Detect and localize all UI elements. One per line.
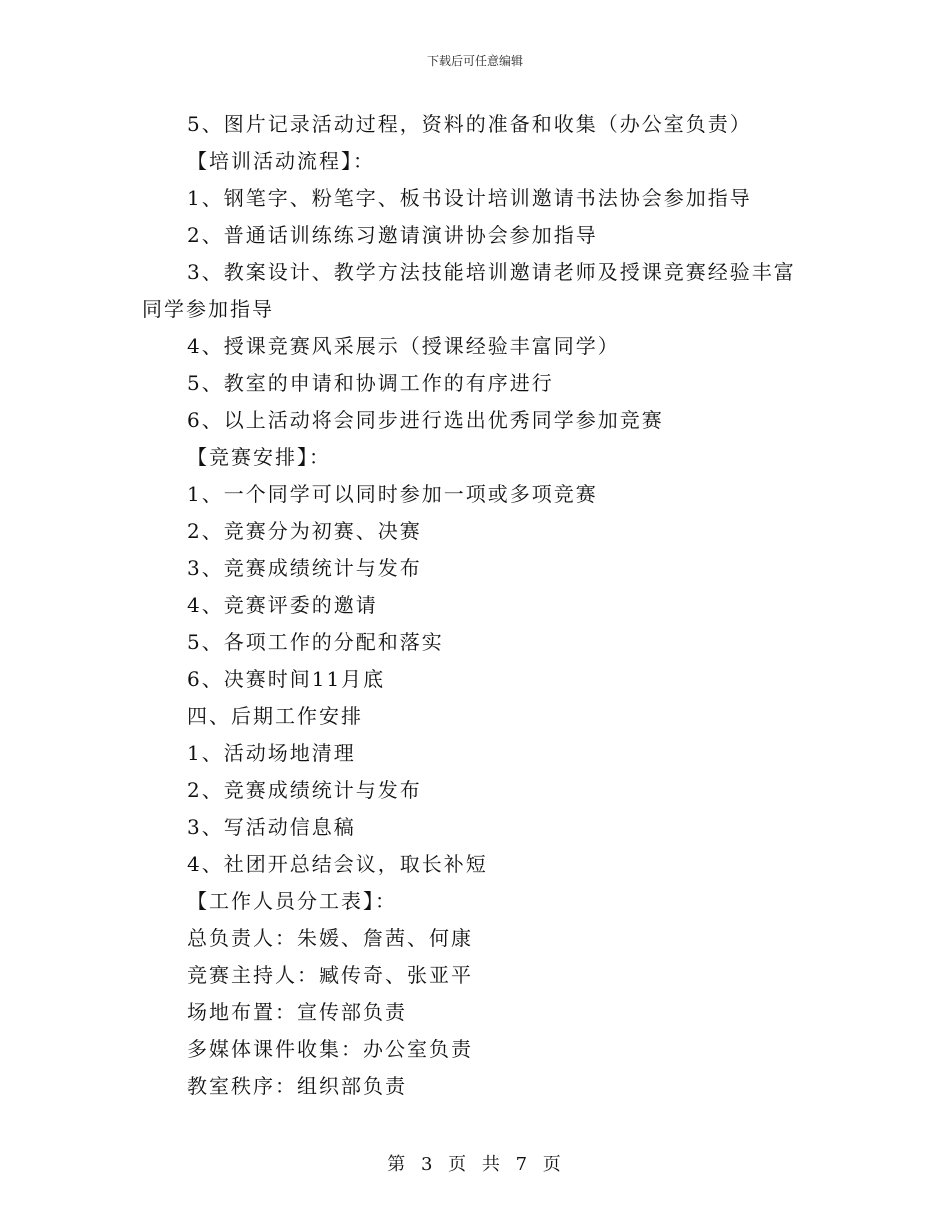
page-header: 下载后可任意编辑: [426, 54, 523, 68]
document-body: [142, 106, 810, 1105]
body-line: 4、授课竞赛风采展示（授课经验丰富同学）: [187, 334, 620, 358]
body-line: 5、图片记录活动过程，资料的准备和收集（办公室负责）: [187, 112, 752, 136]
body-line: 场地布置：宣传部负责: [187, 1000, 407, 1024]
body-line: 1、一个同学可以同时参加一项或多项竞赛: [187, 482, 598, 506]
footer-page-word: 页: [448, 1154, 469, 1175]
body-line: 5、各项工作的分配和落实: [187, 630, 444, 654]
footer-prefix: 第: [387, 1154, 408, 1175]
body-line: 3、写活动信息稿: [187, 815, 356, 839]
body-line: 6、以上活动将会同步进行选出优秀同学参加竞赛: [187, 408, 664, 432]
total-pages-number: 7: [515, 1154, 530, 1175]
footer-total-word: 共: [481, 1154, 502, 1175]
section-heading-competition: 【竞赛安排】：: [187, 445, 331, 469]
body-line: 2、竞赛分为初赛、决赛: [187, 519, 422, 543]
body-line: 3、竞赛成绩统计与发布: [187, 556, 422, 580]
section-heading-staff: 【工作人员分工表】：: [187, 889, 397, 913]
body-line: 总负责人：朱媛、詹茜、何康: [187, 926, 473, 950]
current-page-number: 3: [420, 1154, 435, 1175]
body-line: 多媒体课件收集：办公室负责: [187, 1037, 473, 1061]
body-line: 1、钢笔字、粉笔字、板书设计培训邀请书法协会参加指导: [187, 186, 752, 210]
body-line: 竞赛主持人：臧传奇、张亚平: [187, 963, 473, 987]
body-line: 教室秩序：组织部负责: [187, 1074, 407, 1098]
body-line: 2、普通话训练练习邀请演讲协会参加指导: [187, 223, 598, 247]
body-line: 6、决赛时间11月底: [187, 667, 386, 691]
page-footer: [0, 1153, 950, 1177]
footer-suffix: 页: [542, 1154, 563, 1175]
body-line: 1、活动场地清理: [187, 741, 356, 765]
body-line: 2、竞赛成绩统计与发布: [187, 778, 422, 802]
section-heading-training-flow: 【培训活动流程】：: [187, 149, 375, 173]
body-line: 4、社团开总结会议，取长补短: [187, 852, 488, 876]
body-line-wrapped: 3、教案设计、教学方法技能培训邀请老师及授课竞赛经验丰富同学参加指导: [142, 260, 796, 321]
body-line: 4、竞赛评委的邀请: [187, 593, 378, 617]
body-line: 5、教室的申请和协调工作的有序进行: [187, 371, 554, 395]
section-heading-later-work: 四、后期工作安排: [187, 704, 363, 728]
